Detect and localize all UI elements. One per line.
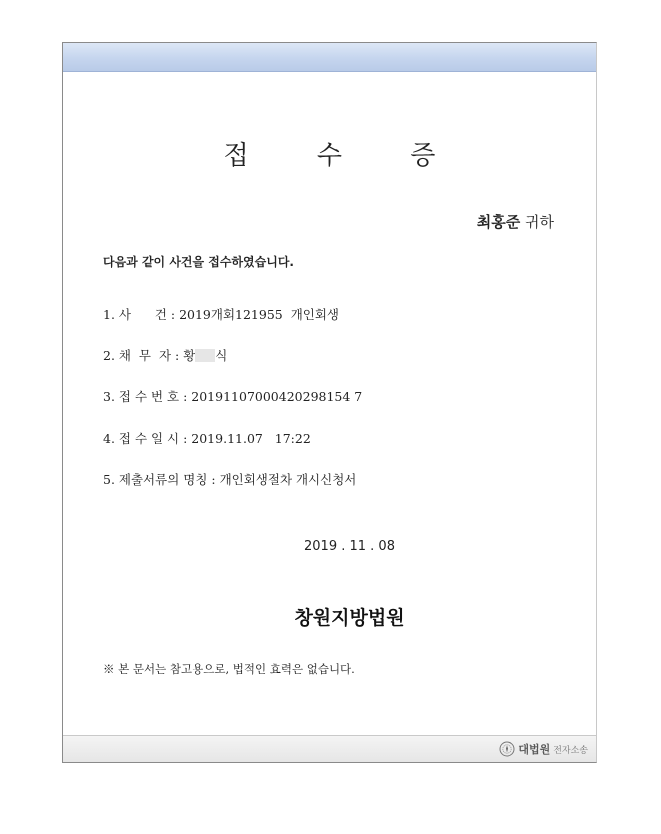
redaction-box <box>195 349 215 362</box>
field-value-prefix: 황 <box>183 348 196 363</box>
field-label: 5. 제출서류의 명칭 : <box>103 472 220 487</box>
field-label: 2. 채 무 자 : <box>103 348 184 363</box>
disclaimer-notice: ※ 본 문서는 참고용으로, 법적인 효력은 없습니다. <box>103 662 355 676</box>
court-name: 창원지방법원 <box>294 607 405 629</box>
document-frame <box>62 42 597 763</box>
document-footer-bar <box>63 735 596 762</box>
field-label: 1. 사 건 : <box>103 307 180 322</box>
field-case <box>103 305 339 323</box>
recipient-honorific: 귀하 <box>520 213 554 231</box>
field-receipt-number <box>103 387 362 405</box>
field-debtor <box>103 346 227 364</box>
field-value-suffix: 식 <box>215 348 228 363</box>
recipient <box>477 211 554 232</box>
footer-logo <box>499 741 588 757</box>
field-label: 3. 접 수 번 호 : <box>103 389 192 404</box>
field-value: 20191107000420298154 7 <box>191 389 363 404</box>
intro-text: 다음과 같이 사건을 접수하였습니다. <box>103 255 294 269</box>
document-title: 접 수 증 <box>223 141 466 171</box>
field-value: 2019.11.07 17:22 <box>191 431 311 446</box>
field-value: 개인회생절차 개시신청서 <box>219 472 357 487</box>
document-header-bar <box>63 43 596 72</box>
field-value: 2019개회121955 개인회생 <box>179 307 339 322</box>
field-label: 4. 접 수 일 시 : <box>103 431 192 446</box>
recipient-name: 최홍준 <box>476 213 521 231</box>
court-emblem-icon <box>499 741 515 757</box>
footer-brand-sub: 전자소송 <box>553 745 588 756</box>
issue-date: 2019 . 11 . 08 <box>304 539 395 554</box>
field-receipt-datetime <box>103 429 311 447</box>
footer-brand-main: 대법원 <box>518 743 551 756</box>
field-submitted-document <box>103 470 356 488</box>
